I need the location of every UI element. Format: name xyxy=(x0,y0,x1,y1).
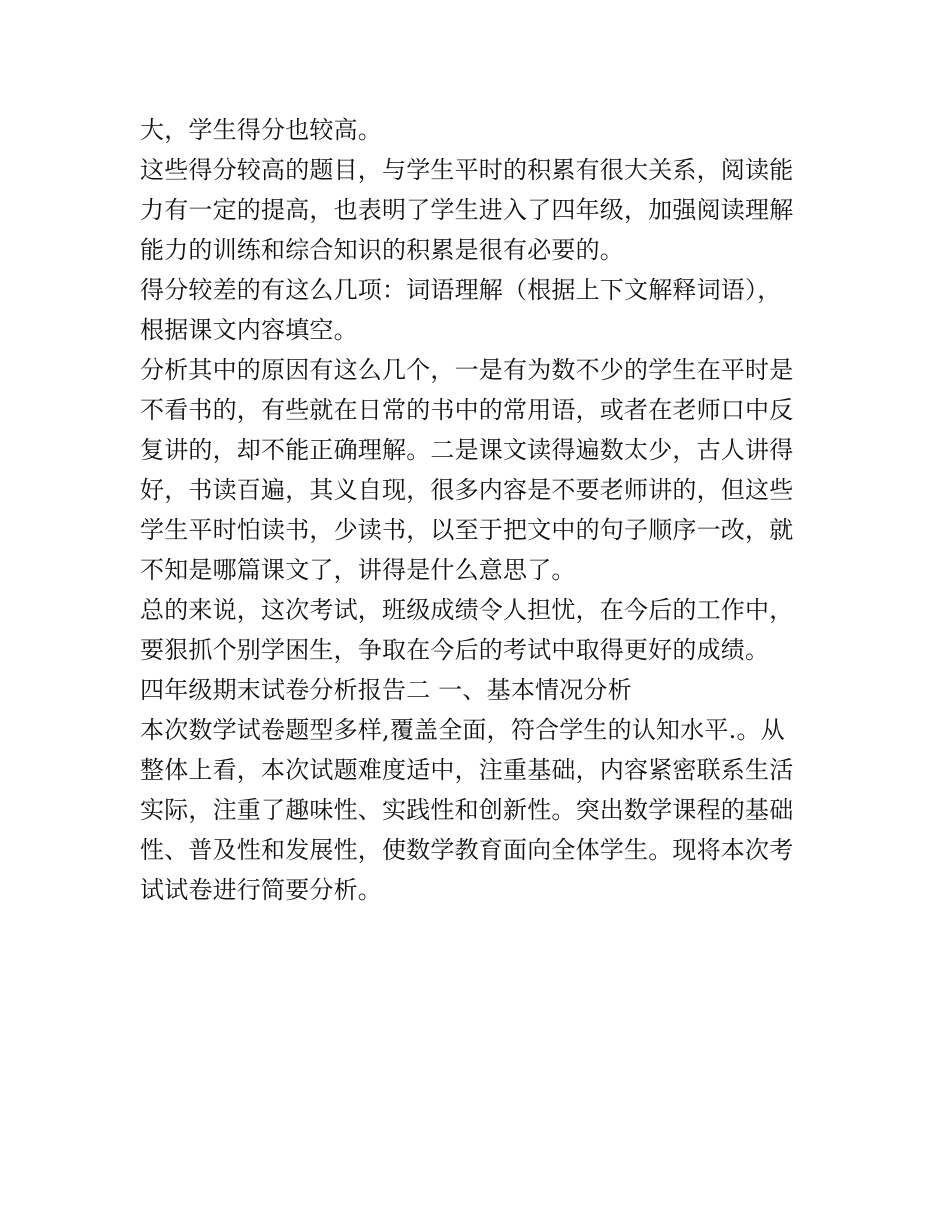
text-line: 不看书的，有些就在日常的书中的常用语，或者在老师口中反 xyxy=(140,396,794,424)
text-line: 根据课文内容填空。 xyxy=(140,316,358,344)
text-line: 不知是哪篇课文了，讲得是什么意思了。 xyxy=(140,556,576,584)
document-body xyxy=(140,110,815,910)
text-line: 要狠抓个别学困生，争取在今后的考试中取得更好的成绩。 xyxy=(140,636,770,664)
text-line: 学生平时怕读书，少读书，以至于把文中的句子顺序一改，就 xyxy=(140,516,794,544)
text-line: 本次数学试卷题型多样,覆盖全面，符合学生的认知水平.。从 xyxy=(140,716,785,744)
text-line: 整体上看，本次试题难度适中，注重基础，内容紧密联系生活 xyxy=(140,756,794,784)
text-line: 总的来说，这次考试，班级成绩令人担忧，在今后的工作中， xyxy=(140,596,794,624)
text-line: 分析其中的原因有这么几个，一是有为数不少的学生在平时是 xyxy=(140,356,794,384)
text-line: 实际，注重了趣味性、实践性和创新性。突出数学课程的基础 xyxy=(140,796,794,824)
text-line: 复讲的，却不能正确理解。二是课文读得遍数太少，古人讲得 xyxy=(140,436,794,464)
text-line: 好，书读百遍，其义自现，很多内容是不要老师讲的，但这些 xyxy=(140,476,794,504)
text-line: 性、普及性和发展性，使数学教育面向全体学生。现将本次考 xyxy=(140,836,794,864)
text-line: 得分较差的有这么几项：词语理解（根据上下文解释词语）， xyxy=(140,276,782,304)
section-heading-line: 四年级期末试卷分析报告二 一、基本情况分析 xyxy=(140,676,632,704)
text-line: 试试卷进行简要分析。 xyxy=(140,876,382,904)
text-line: 大，学生得分也较高。 xyxy=(140,116,382,144)
text-line: 力有一定的提高，也表明了学生进入了四年级，加强阅读理解 xyxy=(140,196,794,224)
text-line: 能力的训练和综合知识的积累是很有必要的。 xyxy=(140,236,624,264)
text-line: 这些得分较高的题目，与学生平时的积累有很大关系，阅读能 xyxy=(140,156,794,184)
